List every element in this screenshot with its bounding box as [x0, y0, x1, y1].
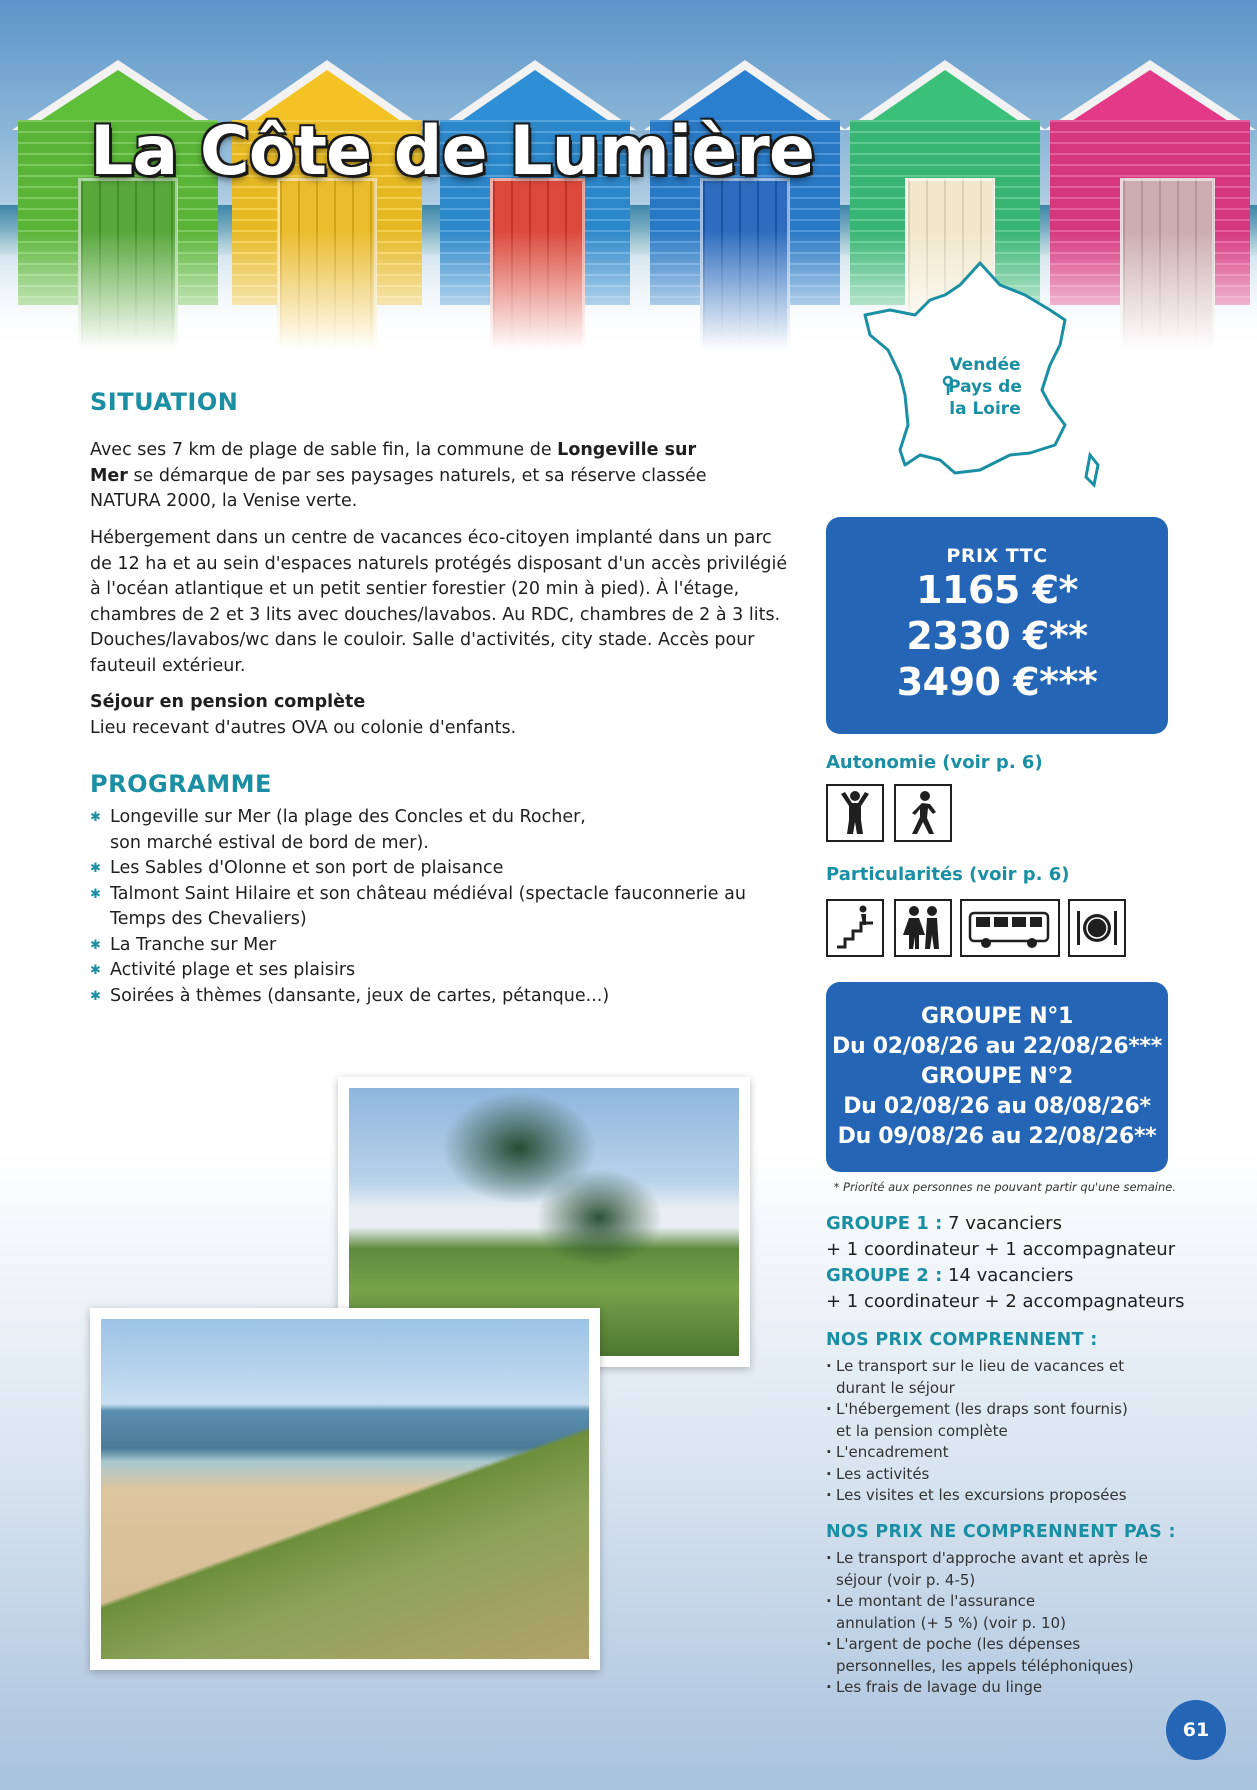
excluded-list — [826, 1548, 1156, 1699]
group-1-count: 7 vacanciers — [942, 1213, 1062, 1234]
group-1-staff: + 1 coordinateur + 1 accompagnateur — [826, 1239, 1176, 1260]
situation-text-a: Avec ses 7 km de plage de sable fin, la commune de — [90, 440, 558, 460]
group-2-title: GROUPE N°2 — [920, 1064, 1074, 1089]
included-item: · Les activités — [826, 1464, 1136, 1486]
map-region-label — [930, 354, 1040, 420]
map-label-line: Pays de — [948, 377, 1022, 397]
programme-item: ✱ Soirées à thèmes (dansante, jeux de cartes, pétanque...) — [90, 984, 810, 1010]
pension-title: Séjour en pension complète — [90, 692, 366, 712]
excluded-item: · Les frais de lavage du linge — [826, 1677, 1156, 1699]
programme-list — [90, 805, 810, 1009]
price-value-2: 2330 €** — [906, 614, 1088, 658]
page-number: 61 — [1166, 1700, 1226, 1760]
beach-image — [101, 1319, 589, 1659]
included-item: · Le transport sur le lieu de vacances et durant le séjour — [826, 1356, 1136, 1399]
autonomie-heading: Autonomie (voir p. 6) — [826, 752, 1043, 773]
photo-beach — [90, 1308, 600, 1670]
situation-text-c: se démarque de par ses paysages naturels, et sa réserve classée NATURA 2000, la Venise verte. — [90, 465, 707, 511]
situation-paragraph-3 — [90, 690, 790, 741]
groups-dates-box — [826, 982, 1168, 1172]
programme-item: ✱ Longeville sur Mer (la plage des Concles et du Rocher, son marché estival de bord de mer). — [90, 805, 620, 856]
group-2-staff: + 1 coordinateur + 2 accompagnateurs — [826, 1291, 1185, 1312]
particularites-icons — [826, 899, 1126, 961]
group-1-dates: Du 02/08/26 au 22/08/26*** — [832, 1034, 1162, 1059]
excluded-item: · Le transport d'approche avant et après le séjour (voir p. 4-5) — [826, 1548, 1156, 1591]
bus-icon — [960, 899, 1060, 957]
particularites-heading: Particularités (voir p. 6) — [826, 864, 1070, 885]
group-1-title: GROUPE N°1 — [920, 1004, 1074, 1029]
programme-heading: PROGRAMME — [90, 770, 272, 798]
situation-heading: SITUATION — [90, 388, 239, 416]
situation-paragraph-2: Hébergement dans un centre de vacances éco-citoyen implanté dans un parc de 12 ha et au sein d'espaces naturels protégés disposant d'un accès privilégié à l'océan atlantique et un petit sentier forestier (20 min à pied). À l'étage, chambres de 2 et 3 lits avec douches/lavabos. Au RDC, chambres de 2 à 3 lits. Douches/lavabos/wc dans le couloir. Salle d'activités, city stade. Accès pour fauteuil extérieur. — [90, 528, 788, 676]
group-2-dates-a: Du 02/08/26 au 08/08/26* — [843, 1094, 1151, 1119]
excluded-item: · Le montant de l'assurance annulation (+ 5 %) (voir p. 10) — [826, 1591, 1106, 1634]
group-2-dates-b: Du 09/08/26 au 22/08/26** — [837, 1124, 1157, 1149]
map-label-line: la Loire — [949, 399, 1021, 419]
person-walking-icon — [894, 784, 952, 842]
included-item: · Les visites et les excursions proposées — [826, 1485, 1166, 1507]
price-value-1: 1165 €* — [916, 568, 1078, 612]
stairs-icon — [826, 899, 884, 957]
group-2-count: 14 vacanciers — [942, 1265, 1074, 1286]
excluded-heading: NOS PRIX NE COMPRENNENT PAS : — [826, 1522, 1176, 1542]
included-item: · L'hébergement (les draps sont fournis) et la pension complète — [826, 1399, 1136, 1442]
price-label: PRIX TTC — [946, 545, 1048, 567]
price-value-3: 3490 €*** — [896, 660, 1098, 704]
programme-item: ✱ Talmont Saint Hilaire et son château médiéval (spectacle fauconnerie au Temps des Chevaliers) — [90, 882, 770, 933]
map-label-line: Vendée — [949, 355, 1021, 375]
included-item: · L'encadrement — [826, 1442, 1136, 1464]
included-heading: NOS PRIX COMPRENNENT : — [826, 1330, 1098, 1350]
programme-item: ✱ Les Sables d'Olonne et son port de plaisance — [90, 856, 810, 882]
excluded-item: · L'argent de poche (les dépenses personnelles, les appels téléphoniques) — [826, 1634, 1156, 1677]
groups-detail — [826, 1211, 1206, 1315]
couple-icon — [894, 899, 952, 957]
price-box — [826, 517, 1168, 734]
group-2-label: GROUPE 2 : — [826, 1265, 943, 1286]
programme-item: ✱ Activité plage et ses plaisirs — [90, 958, 810, 984]
plate-cutlery-icon — [1068, 899, 1126, 957]
priority-footnote: * Priorité aux personnes ne pouvant partir qu'une semaine. — [833, 1180, 1176, 1194]
group-1-label: GROUPE 1 : — [826, 1213, 943, 1234]
pension-text: Lieu recevant d'autres OVA ou colonie d'enfants. — [90, 717, 517, 738]
situation-paragraph-1 — [90, 438, 730, 515]
person-standing-icon — [826, 784, 884, 842]
page-title: La Côte de Lumière — [90, 112, 814, 191]
situation-town: Longeville sur Mer — [90, 440, 697, 486]
programme-item: ✱ La Tranche sur Mer — [90, 933, 810, 959]
autonomie-icons — [826, 784, 956, 846]
included-list — [826, 1356, 1136, 1507]
